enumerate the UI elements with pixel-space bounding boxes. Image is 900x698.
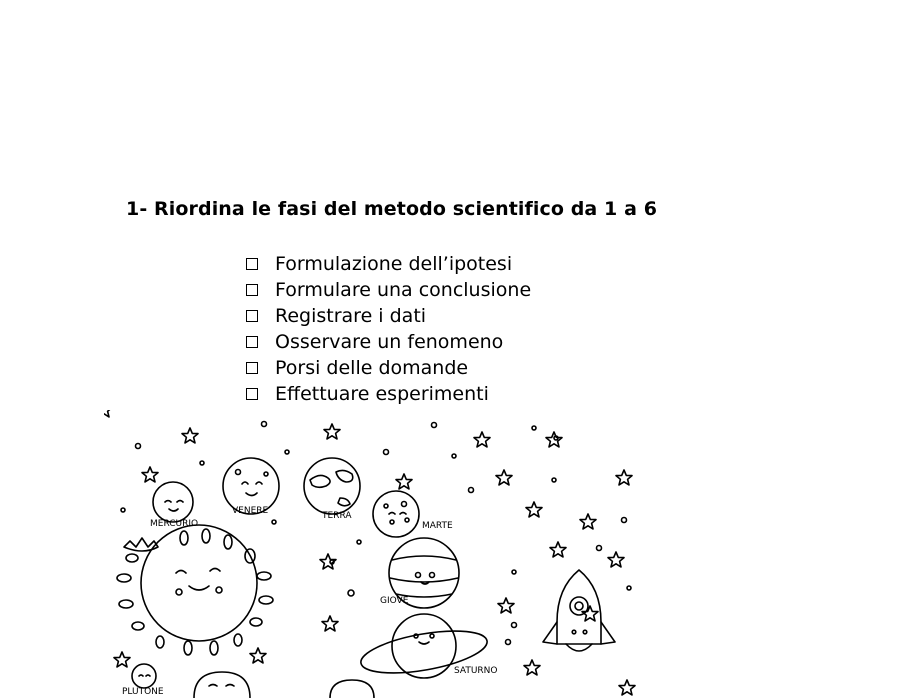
plutone-label: PLUTONE [122,687,164,697]
mercurio-planet [153,482,193,522]
step-item [246,381,531,407]
plutone-planet [132,664,156,688]
mercurio-label: MERCURIO [150,519,199,529]
step-label: Porsi delle domande [275,357,469,379]
terra-label: TERRA [322,511,352,521]
step-label: Effettuare esperimenti [275,383,489,405]
venere-label: VENERE [232,506,269,516]
step-label: Formulazione dell’ipotesi [275,253,513,275]
step-checkbox[interactable] [246,388,258,400]
step-label: Registrare i dati [275,305,427,327]
marte-label: MARTE [422,521,453,531]
terra-planet [304,458,360,514]
sun [117,525,273,655]
step-checkbox[interactable] [246,336,258,348]
step-checkbox[interactable] [246,310,258,322]
step-item [246,329,531,355]
step-label: Osservare un fenomeno [275,331,504,353]
marte-planet [373,491,419,537]
partial-planets [194,672,374,698]
giove-label: GIOVE [380,596,409,606]
steps-list [246,251,531,407]
saturno-label: SATURNO [454,666,498,676]
small-dots [121,422,631,645]
step-item [246,277,531,303]
step-item [246,355,531,381]
step-checkbox[interactable] [246,258,258,270]
step-label: Formulare una conclusione [275,279,532,301]
step-item [246,303,531,329]
step-item [246,251,531,277]
step-checkbox[interactable] [246,284,258,296]
rocket [543,570,615,651]
step-checkbox[interactable] [246,362,258,374]
exercise-title: 1- Riordina le fasi del metodo scientifico da 1 a 6 [126,198,658,220]
solar-system-illustration [104,410,640,698]
